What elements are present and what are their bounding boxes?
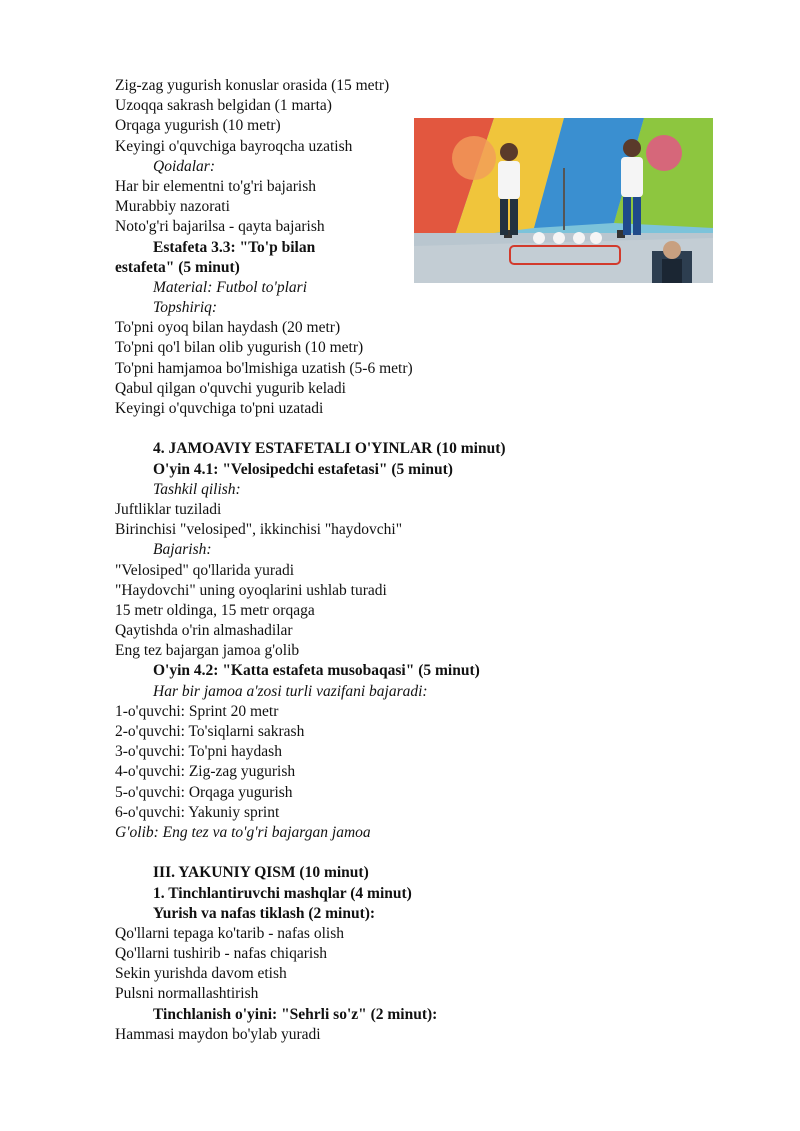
oyin-4-2-intro: Har bir jamoa a'zosi turli vazifani bajaradi: xyxy=(153,682,428,700)
text-line: Qaytishda o'rin almashadilar xyxy=(115,622,293,640)
text-line: Noto'g'ri bajarilsa - qayta bajarish xyxy=(115,218,325,236)
text-line: "Haydovchi" uning oyoqlarini ushlab turadi xyxy=(115,581,387,599)
text-line: Keyingi o'quvchiga bayroqcha uzatish xyxy=(115,137,353,155)
gym-relay-photo xyxy=(414,118,713,283)
section-iii-heading: III. YAKUNIY QISM (10 minut) xyxy=(153,864,369,882)
text-line: Uzoqqa sakrash belgidan (1 marta) xyxy=(115,97,332,115)
text-line: 3-o'quvchi: To'pni haydash xyxy=(115,743,282,761)
text-line: Qabul qilgan o'quvchi yugurib keladi xyxy=(115,379,346,397)
text-line: 1-o'quvchi: Sprint 20 metr xyxy=(115,702,279,720)
text-line: 2-o'quvchi: To'siqlarni sakrash xyxy=(115,723,305,740)
text-line: Birinchisi "velosiped", ikkinchisi "haydovchi" xyxy=(115,521,403,539)
golib-line: G'olib: Eng tez va to'g'ri bajargan jamoa xyxy=(115,823,371,841)
text-line: Eng tez bajargan jamoa g'olib xyxy=(115,642,300,660)
heading-tinchlantiruvchi: 1. Tinchlantiruvchi mashqlar (4 minut) xyxy=(153,884,412,902)
blank-line xyxy=(115,419,735,439)
text-line: Qo'llarni tepaga ko'tarib - nafas olish xyxy=(115,924,344,942)
heading-yurish: Yurish va nafas tiklash (2 minut): xyxy=(153,904,376,922)
material-line: Material: Futbol to'plari xyxy=(153,278,308,296)
text-line: Juftliklar tuziladi xyxy=(115,500,222,518)
subheading-qoidalar: Qoidalar: xyxy=(153,157,215,175)
heading-estafeta-3-3: Estafeta 3.3: "To'p bilan xyxy=(153,238,316,256)
blank-line xyxy=(115,843,735,863)
text-line: Har bir elementni to'g'ri bajarish xyxy=(115,177,316,195)
text-line: 4-o'quvchi: Zig-zag yugurish xyxy=(115,763,296,781)
heading-estafeta-3-3-cont: estafeta" (5 minut) xyxy=(115,258,240,276)
heading-oyin-4-2: O'yin 4.2: "Katta estafeta musobaqasi" (5 minut) xyxy=(153,662,480,680)
text-line: Zig-zag yugurish konuslar orasida (15 metr) xyxy=(115,77,390,94)
text-line: Keyingi o'quvchiga to'pni uzatadi xyxy=(115,400,324,417)
subheading-tashkil: Tashkil qilish: xyxy=(153,480,241,498)
text-line: Sekin yurishda davom etish xyxy=(115,965,287,983)
text-line: Orqaga yugurish (10 metr) xyxy=(115,117,281,135)
section-4-heading: 4. JAMOAVIY ESTAFETALI O'YINLAR (10 minut) xyxy=(153,440,506,458)
subheading-bajarish: Bajarish: xyxy=(153,541,212,559)
subheading-topshiriq: Topshiriq: xyxy=(153,299,218,317)
heading-sehrli-soz: Tinchlanish o'yini: "Sehrli so'z" (2 minut): xyxy=(153,1005,438,1023)
text-line: Pulsni normallashtirish xyxy=(115,985,259,1003)
photo-illustration xyxy=(414,118,713,283)
text-line: 6-o'quvchi: Yakuniy sprint xyxy=(115,803,280,821)
text-line: Qo'llarni tushirib - nafas chiqarish xyxy=(115,945,327,963)
text-line: "Velosiped" qo'llarida yuradi xyxy=(115,561,295,579)
text-line: To'pni hamjamoa bo'lmishiga uzatish (5-6 metr) xyxy=(115,359,413,377)
text-line: To'pni oyoq bilan haydash (20 metr) xyxy=(115,319,341,337)
heading-oyin-4-1: O'yin 4.1: "Velosipedchi estafetasi" (5 minut) xyxy=(153,460,453,478)
text-line: 15 metr oldinga, 15 metr orqaga xyxy=(115,601,315,619)
text-line: Hammasi maydon bo'ylab yuradi xyxy=(115,1025,321,1043)
text-line: 5-o'quvchi: Orqaga yugurish xyxy=(115,783,293,801)
text-line: Murabbiy nazorati xyxy=(115,198,230,216)
text-line: To'pni qo'l bilan olib yugurish (10 metr) xyxy=(115,339,364,357)
